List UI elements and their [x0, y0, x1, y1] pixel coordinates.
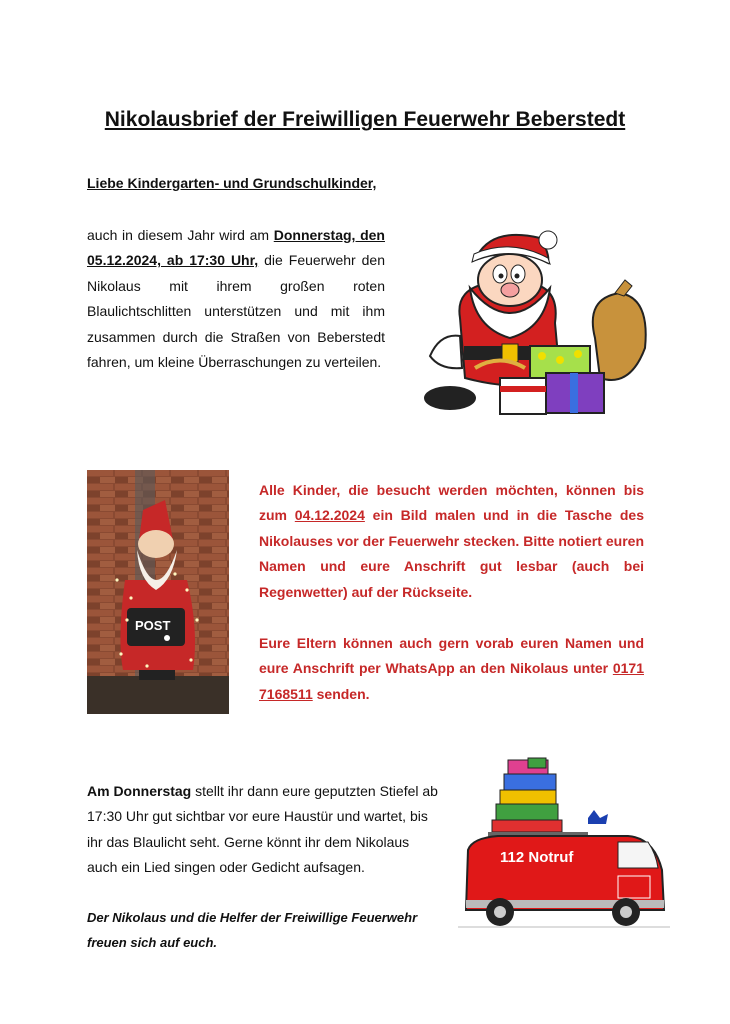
red-p2-before: Eure Eltern können auch gern vorab euren Namen und eure Anschrift per WhatsApp an den Nikolaus unter: [259, 635, 644, 677]
red-instructions: [259, 478, 644, 707]
page-title: Nikolausbrief der Freiwilligen Feuerwehr Beberstedt: [104, 108, 626, 131]
intro-text-before: auch in diesem Jahr wird am: [87, 227, 274, 243]
boots-rest: stellt ihr dann eure geputzten Stiefel ab 17:30 Uhr gut sichtbar vor eure Haustür und wartet, bis ihr das Blaulicht seht. Gerne könnt ihr dem Nikolaus auch ein Lied singen oder Gedicht aufsagen.: [87, 783, 438, 876]
intro-text-after: die Feuerwehr den Nikolaus mit ihrem großen roten Blaulichtschlitten unterstützen und mit ihm zusammen durch die Straßen von Beberstedt fahren, um kleine Überraschungen zu verteilen.: [87, 252, 385, 371]
fire-van-image: [458, 750, 670, 940]
whatsapp-phone: 0171 7168511: [259, 660, 644, 702]
red-p1-before: Alle Kinder, die besucht werden möchten, können bis zum: [259, 482, 644, 524]
boots-bold: Am Donnerstag: [87, 783, 192, 799]
santa-cartoon-image: [420, 228, 652, 418]
greeting: Liebe Kindergarten- und Grundschulkinder,: [87, 175, 377, 191]
van-label: 112 Notruf: [500, 849, 574, 866]
santa-figure-photo: [87, 470, 229, 714]
boots-paragraph: [87, 779, 439, 881]
deadline-date: 04.12.2024: [294, 507, 365, 524]
closing-text: Der Nikolaus und die Helfer der Freiwillige Feuerwehr freuen sich auf euch.: [87, 910, 418, 950]
red-p2-after: senden.: [312, 685, 370, 702]
post-sign-text: POST: [135, 618, 171, 633]
red-p1-after: ein Bild malen und in die Tasche des Nikolauses vor der Feuerwehr stecken. Bitte notiert euren Namen und eure Anschrift gut lesbar (auch bei Regenwetter) auf der Rückseite.: [259, 507, 645, 600]
red-paragraph-1: [259, 478, 644, 605]
red-paragraph-2: [259, 631, 644, 707]
intro-date: Donnerstag, den 05.12.2024, ab 17:30 Uhr,: [87, 227, 385, 269]
intro-paragraph: [87, 223, 385, 375]
